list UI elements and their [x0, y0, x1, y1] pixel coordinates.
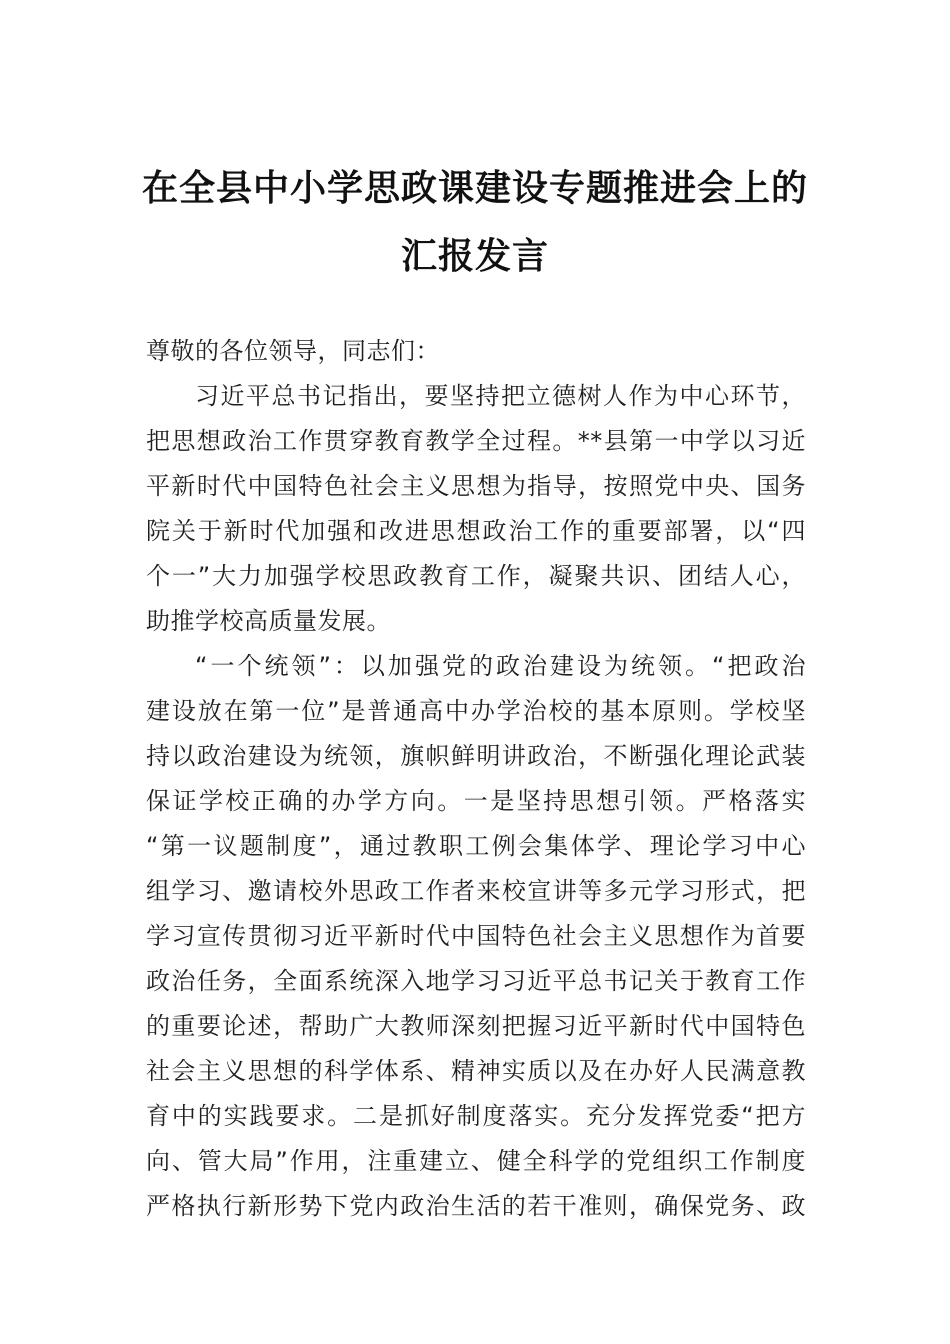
- paragraph-line: 向、管大局”作用，注重建立、健全科学的党组织工作制度: [146, 1147, 806, 1175]
- paragraph-line: 育中的实践要求。二是抓好制度落实。充分发挥党委“把方: [146, 1102, 806, 1130]
- paragraph-line: “第一议题制度”，通过教职工例会集体学、理论学习中心: [146, 832, 806, 860]
- paragraph-line: “一个统领”：以加强党的政治建设为统领。“把政治: [195, 652, 806, 680]
- document-title-line-2: 汇报发言: [400, 235, 549, 277]
- document-title-line-1: 在全县中小学思政课建设专题推进会上的: [141, 167, 808, 209]
- paragraph-line: 的重要论述，帮助广大教师深刻把握习近平新时代中国特色: [146, 1012, 806, 1040]
- paragraph-line: 严格执行新形势下党内政治生活的若干准则，确保党务、政: [146, 1192, 806, 1220]
- paragraph-line: 政治任务，全面系统深入地学习习近平总书记关于教育工作: [146, 967, 806, 995]
- paragraph-line: 社会主义思想的科学体系、精神实质以及在办好人民满意教: [146, 1057, 806, 1085]
- paragraph-line: 建设放在第一位”是普通高中办学治校的基本原则。学校坚: [146, 697, 806, 725]
- paragraph-line: 院关于新时代加强和改进思想政治工作的重要部署，以“四: [146, 517, 806, 545]
- salutation: 尊敬的各位领导，同志们：: [146, 337, 440, 365]
- paragraph-line: 持以政治建设为统领，旗帜鲜明讲政治，不断强化理论武装: [146, 742, 806, 770]
- paragraph-line: 组学习、邀请校外思政工作者来校宣讲等多元学习形式，把: [146, 877, 806, 905]
- paragraph-line: 助推学校高质量发展。: [146, 607, 391, 635]
- paragraph-line: 习近平总书记指出，要坚持把立德树人作为中心环节，: [195, 382, 806, 410]
- paragraph-line: 保证学校正确的办学方向。一是坚持思想引领。严格落实: [146, 787, 806, 815]
- paragraph-line: 平新时代中国特色社会主义思想为指导，按照党中央、国务: [146, 472, 806, 500]
- paragraph-line: 个一”大力加强学校思政教育工作，凝聚共识、团结人心，: [146, 562, 806, 590]
- paragraph-line: 学习宣传贯彻习近平新时代中国特色社会主义思想作为首要: [146, 922, 806, 950]
- paragraph-line: 把思想政治工作贯穿教育教学全过程。**县第一中学以习近: [146, 427, 806, 455]
